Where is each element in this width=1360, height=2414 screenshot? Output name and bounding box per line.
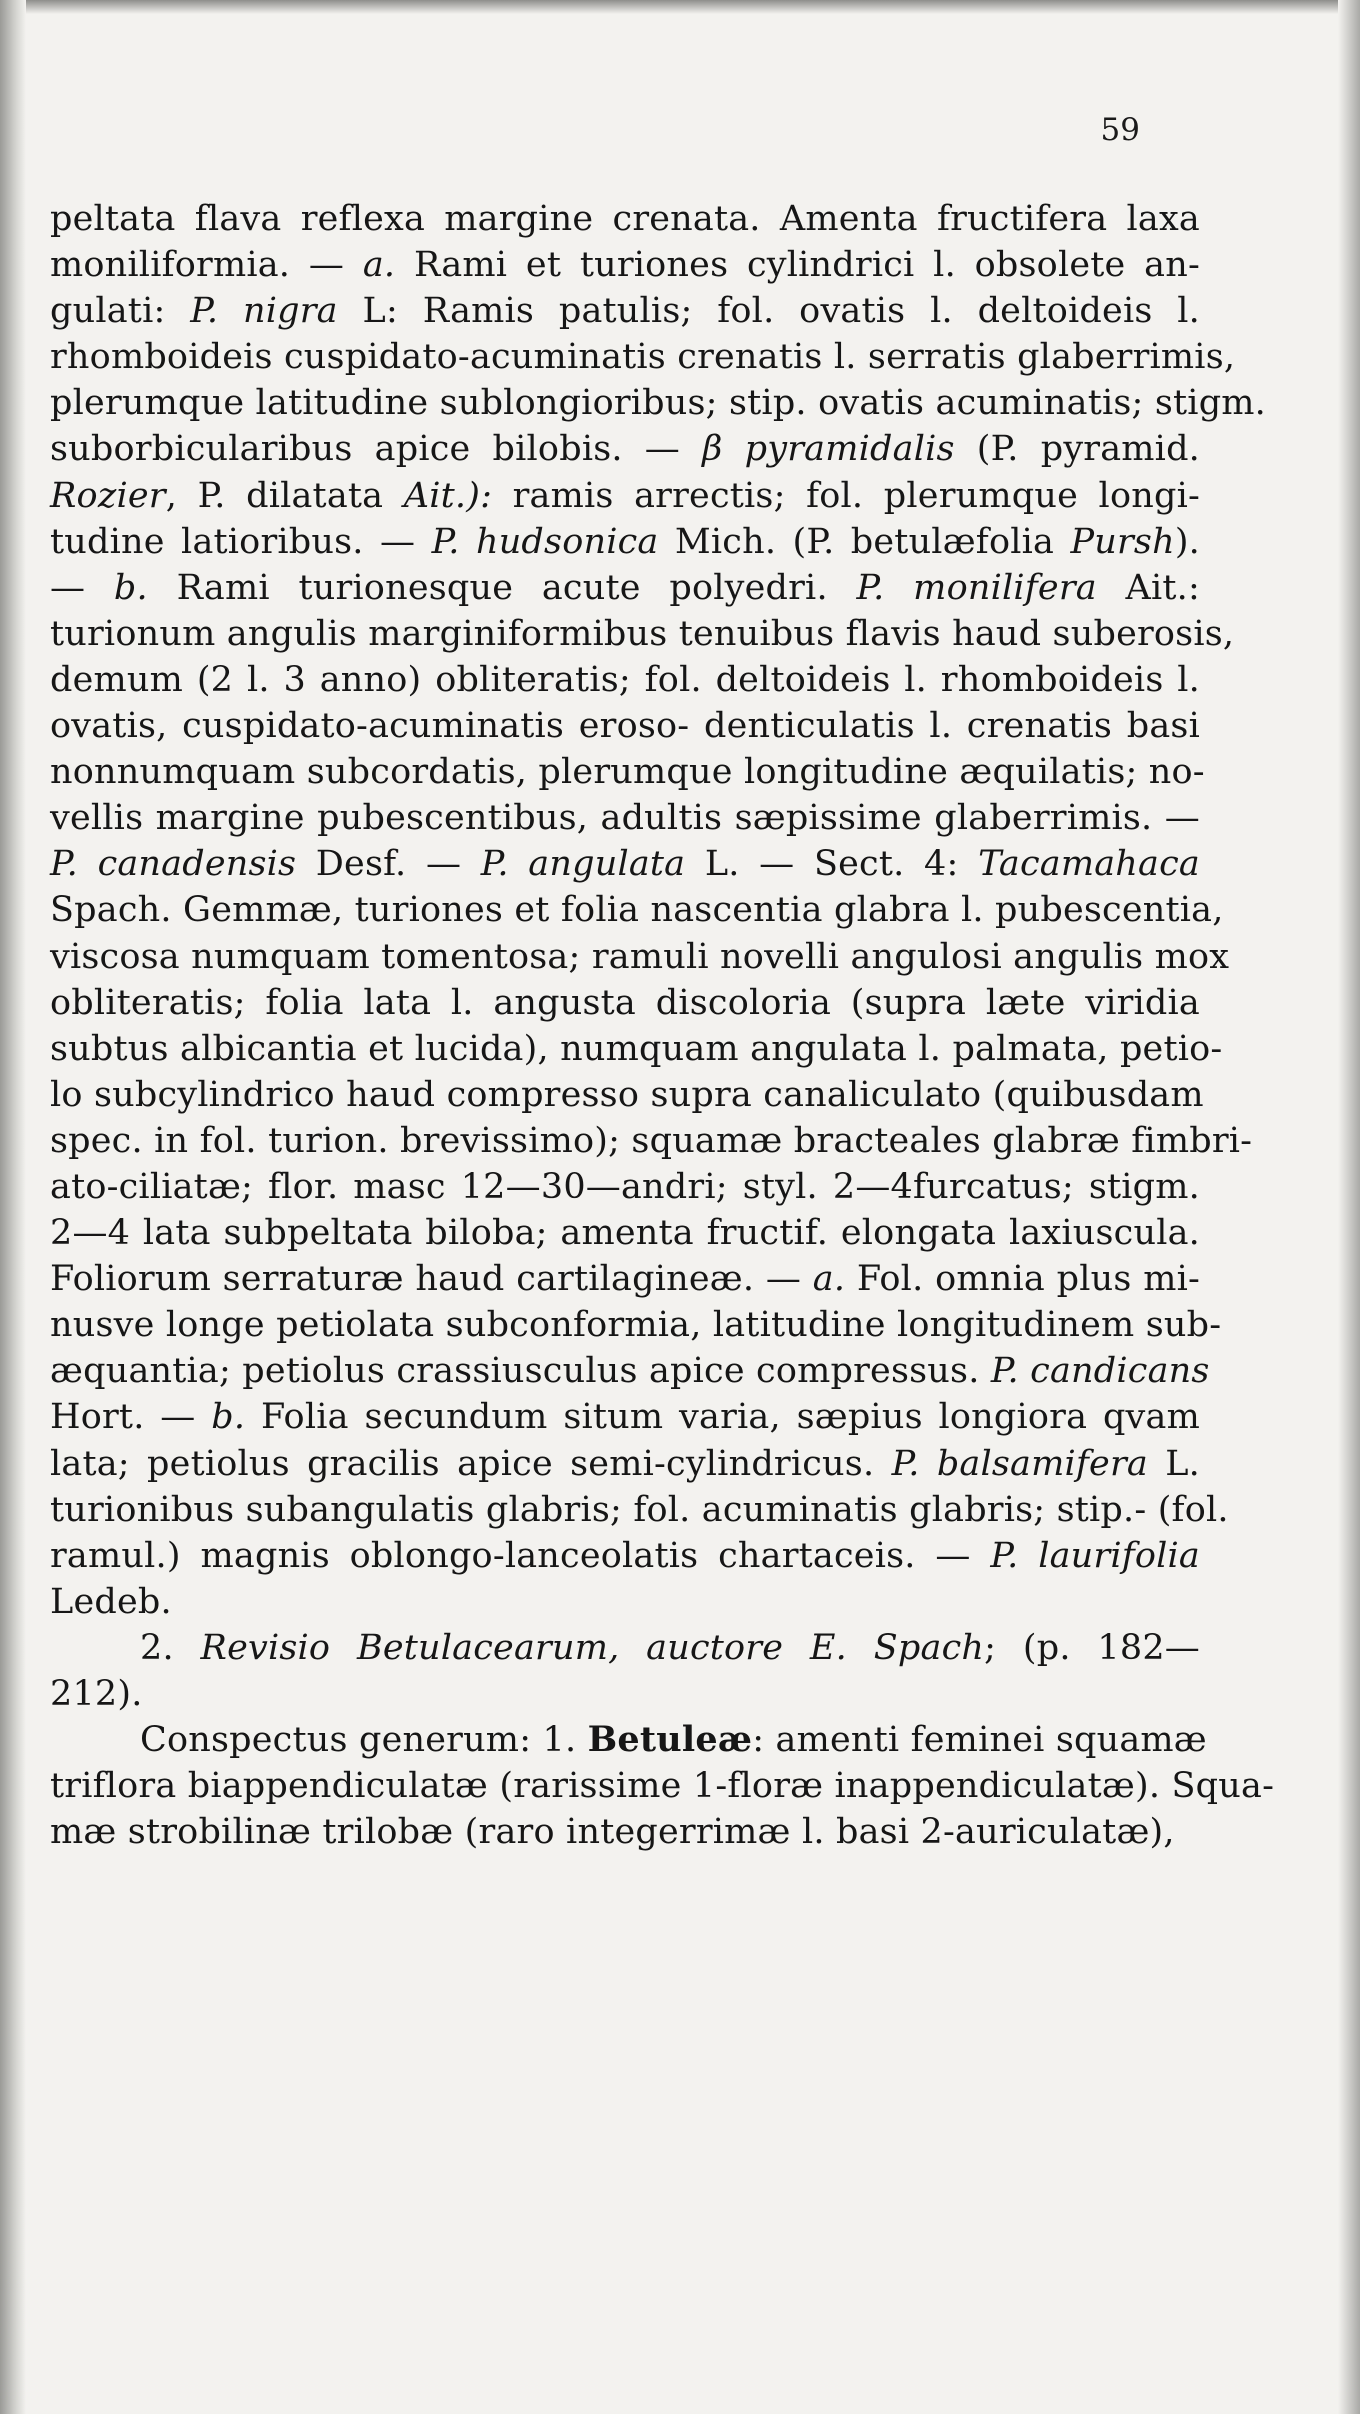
text-line: [50, 1809, 1200, 1855]
page-right-edge-shadow: [1338, 0, 1360, 2414]
text-run: ; (p. 182—: [984, 1627, 1200, 1668]
text-line: [50, 1625, 1200, 1671]
text-run: demum (2 l. 3 anno) obliteratis; fol. deltoideis l. rhomboideis l.: [50, 659, 1200, 700]
text-run: 212).: [50, 1674, 143, 1714]
text-line: [50, 1256, 1200, 1302]
italic-text: b.: [211, 1397, 246, 1438]
text-run: lo subcylindrico haud compresso supra canaliculato (quibusdam: [50, 1074, 1204, 1115]
text-run: vellis margine pubescentibus, adultis sæpissime glaberrimis. —: [50, 798, 1200, 839]
text-line: [50, 980, 1200, 1026]
text-run: turionibus subangulatis glabris; fol. acuminatis glabris; stip.- (fol.: [50, 1489, 1229, 1530]
italic-text: P. laurifolia: [990, 1535, 1200, 1576]
text-run: L.: [1147, 1443, 1201, 1484]
text-line: [50, 795, 1200, 841]
spaced-bold-text: Betuleæ: [587, 1719, 753, 1761]
text-line: [50, 749, 1205, 795]
text-line: [50, 1671, 1200, 1717]
italic-text: Pursh: [1070, 521, 1175, 562]
text-line: [50, 703, 1200, 749]
text-run: ato-ciliatæ; flor. masc 12—30—andri; styl. 2—4furcatus; stigm.: [50, 1166, 1200, 1207]
text-run: suborbicularibus apice bilobis. —: [50, 429, 703, 470]
text-line: [50, 1164, 1200, 1210]
italic-text: Rozier: [50, 475, 166, 516]
text-run: ramul.) magnis oblongo-lanceolatis chartaceis. —: [50, 1535, 991, 1576]
italic-text: b.: [113, 567, 148, 608]
text-line: [50, 611, 1235, 657]
text-run: Spach. Gemmæ, turiones et folia nascentia glabra l. pubescentia,: [50, 890, 1224, 931]
text-run: gulati:: [50, 291, 191, 332]
text-run: lata; petiolus gracilis apice semi-cylindricus.: [50, 1443, 892, 1484]
text-run: Rami turionesque acute polyedri.: [147, 567, 857, 608]
text-run: moniliformia. —: [50, 245, 363, 286]
text-line: [50, 1072, 1204, 1118]
text-run: L: Ramis patulis; fol. ovatis l. deltoideis l.: [337, 291, 1200, 332]
italic-text: P. monilifera: [856, 567, 1097, 608]
text-run: 2.: [140, 1627, 201, 1668]
text-line: [50, 887, 1224, 933]
text-line: [50, 657, 1200, 703]
text-line: [50, 426, 1200, 472]
text-run: Folia secundum situm varia, sæpius longiora qvam: [245, 1397, 1200, 1438]
text-line: [50, 334, 1236, 380]
italic-text: P. canadensis: [50, 844, 297, 885]
text-run: Mich. (P. betulæfolia: [658, 521, 1071, 562]
text-line: [50, 1579, 1200, 1625]
text-line: [50, 565, 1200, 611]
text-line: [50, 1118, 1253, 1164]
text-run: L. — Sect. 4:: [685, 844, 979, 885]
text-run: Conspectus generum: 1.: [140, 1720, 588, 1761]
text-line: [50, 473, 1200, 519]
text-run: mæ strobilinæ trilobæ (raro integerrimæ l. basi 2-auriculatæ),: [50, 1812, 1175, 1853]
text-line: [50, 1533, 1200, 1579]
italic-text: P. angulata: [480, 844, 686, 885]
text-line: [50, 196, 1200, 242]
text-line: [50, 1348, 1210, 1394]
text-run: nusve longe petiolata subconformia, latitudine longitudinem sub-: [50, 1305, 1222, 1346]
text-run: spec. in fol. turion. brevissimo); squamæ bracteales glabræ fimbri-: [50, 1120, 1253, 1161]
text-run: Fol. omnia plus mi-: [845, 1259, 1201, 1300]
text-line: [50, 1487, 1229, 1533]
page-left-edge-shadow: [0, 0, 26, 2414]
page-number: 59: [1100, 112, 1140, 148]
text-run: obliteratis; folia lata l. angusta discoloria (supra læte viridia: [50, 982, 1200, 1023]
text-run: plerumque latitudine sublongioribus; stip. ovatis acuminatis; stigm.: [50, 383, 1267, 424]
text-run: Desf. —: [296, 844, 481, 885]
text-line: [50, 380, 1267, 426]
text-line: [50, 242, 1200, 288]
italic-text: Revisio Betulacearum, auctore E. Spach: [200, 1627, 985, 1668]
text-run: 2—4 lata subpeltata biloba; amenta fructif. elongata laxiuscula.: [50, 1213, 1200, 1254]
text-run: Rami et turiones cylindrici l. obsolete an-: [395, 245, 1201, 286]
italic-text: P. nigra: [190, 291, 338, 332]
text-run: Foliorum serraturæ haud cartilagineæ. —: [50, 1259, 813, 1300]
italic-text: a.: [812, 1259, 846, 1300]
text-run: viscosa numquam tomentosa; ramuli novelli angulosi angulis mox: [50, 936, 1230, 977]
italic-text: Tacamahaca: [978, 844, 1200, 885]
text-line: [50, 1026, 1223, 1072]
italic-text: P. hudsonica: [431, 521, 659, 562]
italic-text: β pyramidalis: [702, 429, 955, 470]
italic-text: P. balsamifera: [891, 1443, 1148, 1484]
italic-text: a.: [362, 245, 396, 286]
text-run: ramis arrectis; fol. plerumque longi-: [492, 475, 1200, 516]
italic-text: Ait.):: [403, 475, 493, 516]
text-line: [50, 841, 1200, 887]
text-line: [50, 519, 1200, 565]
text-run: , P. dilatata: [165, 475, 404, 516]
text-run: Ledeb.: [50, 1581, 172, 1622]
text-line: [50, 1717, 1207, 1763]
text-run: ovatis, cuspidato-acuminatis eroso- denticulatis l. crenatis basi: [50, 706, 1200, 747]
text-run: subtus albicantia et lucida), numquam angulata l. palmata, petio-: [50, 1028, 1223, 1069]
text-run: —: [50, 567, 114, 608]
text-line: [50, 934, 1230, 980]
text-line: [50, 1441, 1200, 1487]
italic-text: P. candicans: [990, 1351, 1210, 1392]
text-run: : amenti feminei squamæ: [752, 1720, 1207, 1761]
text-run: tudine latioribus. —: [50, 521, 432, 562]
text-line: [50, 1394, 1200, 1440]
text-run: turionum angulis marginiformibus tenuibus flavis haud suberosis,: [50, 613, 1235, 654]
text-run: Ait.:: [1096, 567, 1200, 608]
text-run: Hort. —: [50, 1397, 212, 1438]
text-run: rhomboideis cuspidato-acuminatis crenatis l. serratis glaberrimis,: [50, 337, 1236, 378]
text-run: ).: [1174, 521, 1200, 562]
text-line: [50, 1302, 1222, 1348]
text-run: nonnumquam subcordatis, plerumque longitudine æquilatis; no-: [50, 752, 1205, 793]
page-top-edge-shadow: [0, 0, 1360, 14]
text-line: [50, 1763, 1275, 1809]
text-line: [50, 1210, 1200, 1256]
text-run: peltata flava reflexa margine crenata. Amenta fructifera laxa: [50, 199, 1200, 239]
text-run: triflora biappendiculatæ (rarissime 1-floræ inappendiculatæ). Squa-: [50, 1766, 1275, 1807]
text-body: [50, 196, 1275, 1855]
text-run: æquantia; petiolus crassiusculus apice compressus.: [50, 1351, 991, 1392]
text-line: [50, 288, 1200, 334]
text-run: (P. pyramid.: [954, 429, 1200, 470]
